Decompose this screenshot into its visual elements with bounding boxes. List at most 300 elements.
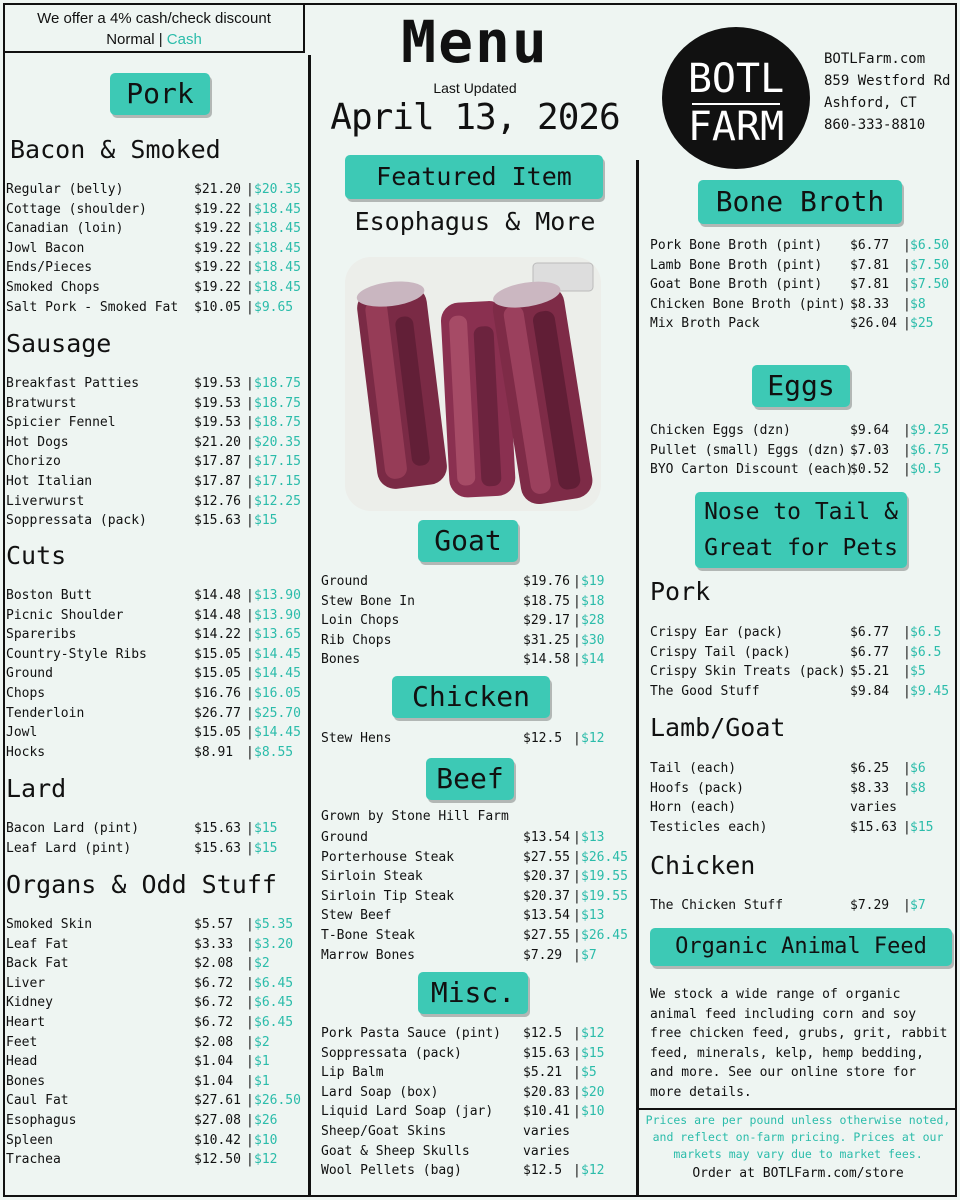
list-beef [321, 828, 635, 965]
price-separator: | [903, 257, 911, 273]
item-cash-price: $5.35 [254, 917, 294, 932]
item-cash-price: $7.50 [910, 277, 950, 293]
price-separator: | [246, 975, 254, 991]
price-separator: | [903, 238, 911, 253]
organic-feed-heading: Organic Animal Feed [650, 928, 952, 966]
item-name: Spareribs [6, 627, 77, 643]
menu-item-row [6, 200, 306, 220]
price-separator: | [573, 613, 581, 629]
item-normal-price: $6.72 [194, 995, 234, 1011]
item-normal-price: $12.5 [523, 1163, 563, 1179]
item-normal-price: $15.63 [523, 1045, 570, 1061]
menu-item-row [6, 413, 306, 433]
menu-item-row [321, 592, 635, 612]
price-separator: | [246, 513, 254, 529]
item-normal-price: $9.84 [850, 683, 890, 699]
item-name: Lamb Bone Broth (pint) [650, 257, 823, 273]
item-normal-price: $15.05 [194, 646, 241, 662]
item-cash-price: $9.65 [254, 299, 294, 315]
price-separator: | [573, 1163, 581, 1179]
menu-item-row [6, 239, 306, 259]
price-separator: | [246, 1034, 254, 1050]
menu-item-row [321, 650, 635, 670]
menu-item-row [6, 492, 306, 512]
item-name: Smoked Skin [6, 917, 93, 932]
item-normal-price: $7.03 [850, 442, 890, 458]
price-separator: | [246, 473, 254, 489]
last-updated-label: Last Updated [433, 80, 517, 96]
item-normal-price: $6.72 [194, 975, 234, 991]
menu-item-row [321, 631, 635, 651]
nose-to-tail-line-1: Nose to Tail & [704, 499, 898, 525]
menu-item-row [6, 1052, 306, 1072]
price-separator: | [246, 1132, 254, 1148]
menu-item-row [650, 295, 956, 315]
item-normal-price: $5.21 [523, 1065, 563, 1081]
menu-item-row [6, 819, 306, 839]
price-separator: | [246, 260, 254, 276]
item-cash-price: $13.90 [254, 607, 301, 623]
price-separator: | [573, 869, 581, 885]
item-cash-price: $15 [254, 513, 278, 529]
price-separator: | [246, 415, 254, 431]
item-cash-price: $26 [254, 1112, 278, 1128]
item-name: Chicken Bone Broth (pint) [650, 296, 846, 312]
item-normal-price: $12.76 [194, 493, 241, 509]
section-title-pet-pork: Pork [650, 577, 711, 606]
menu-item-row [6, 645, 306, 665]
item-normal-price: $12.50 [194, 1152, 241, 1168]
item-normal-price: $17.87 [194, 454, 241, 470]
address-line-1: 859 Westford Rd [824, 73, 951, 89]
list-bacon [6, 180, 306, 317]
price-separator: | [246, 1093, 254, 1109]
item-name: Goat & Sheep Skulls [321, 1143, 470, 1159]
item-name: Bacon Lard (pint) [6, 821, 140, 836]
price-separator: | [246, 395, 254, 411]
item-cash-price: $8 [910, 296, 926, 312]
discount-separator: | [154, 31, 167, 48]
item-name: T-Bone Steak [321, 927, 415, 943]
price-separator: | [903, 423, 911, 438]
nose-to-tail-heading [695, 492, 907, 568]
menu-item-row [321, 1122, 635, 1142]
item-name: Liver [6, 975, 46, 991]
menu-item-row [650, 623, 956, 643]
last-updated-date: April 13, 2026 [330, 97, 620, 138]
item-normal-price: $19.22 [194, 221, 241, 237]
item-name: Tenderloin [6, 705, 85, 721]
section-title-pet-lamb: Lamb/Goat [650, 713, 786, 742]
menu-item-row [6, 1131, 306, 1151]
item-normal-price: varies [523, 1143, 570, 1159]
menu-item-row [321, 1083, 635, 1103]
item-name: Chops [6, 685, 46, 701]
pricing-note: Prices are per pound unless otherwise noted, and reflect on-farm pricing. Prices at our markets may vary due to market fees. [645, 1113, 951, 1161]
item-name: Spleen [6, 1132, 53, 1148]
item-name: Pork Pasta Sauce (pint) [321, 1026, 502, 1041]
item-cash-price: $18.75 [254, 395, 301, 411]
price-separator: | [903, 442, 911, 458]
menu-item-row [650, 275, 956, 295]
menu-item-row [321, 1161, 635, 1181]
menu-item-row [321, 828, 635, 848]
organic-feed-description: We stock a wide range of organic animal feed including corn and soy free chicken feed, grubs, grit, rabbit feed, minerals, kelp, hemp bedding, and more. See our online store for more details. [650, 987, 948, 1100]
menu-item-row [6, 219, 306, 239]
menu-item-row [6, 1013, 306, 1033]
pricing-footer [640, 1112, 956, 1182]
menu-item-row [6, 954, 306, 974]
menu-item-row [6, 684, 306, 704]
price-separator: | [573, 1084, 581, 1100]
item-normal-price: $0.52 [850, 462, 890, 478]
bone-broth-heading: Bone Broth [698, 180, 902, 224]
item-name: Mix Broth Pack [650, 316, 760, 332]
list-bone-broth [650, 236, 956, 334]
item-cash-price: $18.75 [254, 376, 301, 391]
item-name: Leaf Fat [6, 936, 69, 952]
logo-text-top: BOTL [687, 56, 785, 102]
item-name: Stew Hens [321, 731, 392, 746]
item-cash-price: $15 [910, 819, 934, 835]
menu-item-row [650, 759, 956, 779]
item-cash-price: $13.90 [254, 588, 301, 603]
item-cash-price: $14.45 [254, 666, 301, 682]
item-name: Salt Pork - Smoked Fat [6, 299, 179, 315]
menu-item-row [650, 643, 956, 663]
menu-item-row [321, 867, 635, 887]
item-normal-price: $15.63 [194, 840, 241, 856]
price-separator: | [246, 1054, 254, 1070]
item-name: Testicles each) [650, 819, 768, 835]
price-separator: | [903, 462, 911, 478]
menu-item-row [650, 441, 956, 461]
list-pet-chicken [650, 896, 956, 916]
price-separator: | [903, 898, 911, 913]
item-normal-price: $19.22 [194, 240, 241, 256]
price-separator: | [246, 821, 254, 836]
price-separator: | [903, 683, 911, 699]
footer-divider [638, 1108, 957, 1110]
item-name: Crispy Ear (pack) [650, 625, 784, 640]
menu-item-row [6, 935, 306, 955]
order-online-link[interactable]: Order at BOTLFarm.com/store [692, 1166, 904, 1181]
item-normal-price: $7.81 [850, 277, 890, 293]
item-cash-price: $6.45 [254, 975, 294, 991]
menu-item-row [321, 946, 635, 966]
price-separator: | [246, 744, 254, 760]
item-normal-price: $5.21 [850, 664, 890, 680]
item-normal-price: $7.81 [850, 257, 890, 273]
item-name: Jowl Bacon [6, 240, 85, 256]
item-name: Tail (each) [650, 761, 737, 776]
item-name: Smoked Chops [6, 279, 100, 295]
price-separator: | [246, 299, 254, 315]
menu-item-row [321, 729, 635, 749]
item-normal-price: $10.05 [194, 299, 241, 315]
item-cash-price: $12 [254, 1152, 278, 1168]
list-eggs [650, 421, 956, 480]
price-separator: | [573, 908, 581, 924]
item-name: Sirloin Tip Steak [321, 888, 455, 904]
item-cash-price: $6.5 [910, 644, 942, 660]
section-title-cuts: Cuts [6, 541, 67, 570]
item-normal-price: $16.76 [194, 685, 241, 701]
item-cash-price: $18.45 [254, 240, 301, 256]
menu-item-row [650, 256, 956, 276]
price-separator: | [903, 644, 911, 660]
goat-heading: Goat [418, 520, 518, 562]
item-name: Soppressata (pack) [6, 513, 147, 529]
menu-item-row [6, 278, 306, 298]
menu-item-row [6, 472, 306, 492]
menu-item-row [321, 572, 635, 592]
item-cash-price: $13.65 [254, 627, 301, 643]
item-cash-price: $5 [581, 1065, 597, 1081]
menu-item-row [650, 314, 956, 334]
botl-farm-logo [662, 27, 810, 169]
item-cash-price: $18.45 [254, 201, 301, 217]
item-cash-price: $12.25 [254, 493, 301, 509]
item-cash-price: $6.5 [910, 625, 942, 640]
item-cash-price: $5 [910, 664, 926, 680]
website-link[interactable]: BOTLFarm.com [824, 51, 926, 67]
item-cash-price: $14.45 [254, 725, 301, 741]
item-name: Soppressata (pack) [321, 1045, 462, 1061]
price-separator: | [573, 1104, 581, 1120]
item-normal-price: $6.25 [850, 761, 890, 776]
item-normal-price: $6.72 [194, 1014, 234, 1030]
menu-item-row [6, 723, 306, 743]
nose-to-tail-line-2: Great for Pets [704, 535, 898, 561]
item-name: Wool Pellets (bag) [321, 1163, 462, 1179]
item-cash-price: $9.45 [910, 683, 950, 699]
item-cash-price: $10 [581, 1104, 605, 1120]
item-name: Sirloin Steak [321, 869, 423, 885]
menu-item-row [6, 993, 306, 1013]
beef-source-note: Grown by Stone Hill Farm [321, 809, 509, 824]
price-separator: | [573, 1045, 581, 1061]
item-cash-price: $10 [254, 1132, 278, 1148]
menu-item-row [650, 236, 956, 256]
price-separator: | [246, 1014, 254, 1030]
item-cash-price: $26.50 [254, 1093, 301, 1109]
item-name: Bratwurst [6, 395, 77, 411]
list-misc [321, 1024, 635, 1181]
item-cash-price: $20 [581, 1084, 605, 1100]
item-name: Spicier Fennel [6, 415, 116, 431]
item-name: Goat Bone Broth (pint) [650, 277, 823, 293]
item-name: Cottage (shoulder) [6, 201, 147, 217]
item-normal-price: $19.53 [194, 395, 241, 411]
item-name: Stew Bone In [321, 593, 415, 609]
price-separator: | [246, 666, 254, 682]
price-separator: | [903, 819, 911, 835]
item-normal-price: $6.77 [850, 625, 890, 640]
list-pet-lamb [650, 759, 956, 837]
menu-item-row [321, 1102, 635, 1122]
item-normal-price: $19.53 [194, 415, 241, 431]
item-cash-price: $12 [581, 731, 605, 746]
price-separator: | [246, 493, 254, 509]
item-name: Hoofs (pack) [650, 780, 744, 796]
item-normal-price: $15.63 [194, 513, 241, 529]
price-separator: | [246, 1073, 254, 1089]
item-cash-price: $1 [254, 1073, 270, 1089]
item-normal-price: $1.04 [194, 1073, 234, 1089]
item-name: Ends/Pieces [6, 260, 93, 276]
discount-text: We offer a 4% cash/check discount [37, 10, 271, 27]
item-cash-price: $18 [581, 593, 605, 609]
menu-item-row [6, 1072, 306, 1092]
price-separator: | [903, 625, 911, 640]
menu-item-row [6, 743, 306, 763]
item-normal-price: $14.48 [194, 588, 241, 603]
item-normal-price: $26.77 [194, 705, 241, 721]
item-cash-price: $19.55 [581, 888, 628, 904]
item-name: Stew Beef [321, 908, 392, 924]
price-separator: | [246, 1112, 254, 1128]
item-normal-price: $19.22 [194, 260, 241, 276]
price-separator: | [246, 627, 254, 643]
item-name: Ground [321, 830, 368, 845]
menu-item-row [6, 298, 306, 318]
item-normal-price: $14.48 [194, 607, 241, 623]
item-cash-price: $13 [581, 830, 605, 845]
item-name: Liquid Lard Soap (jar) [321, 1104, 494, 1120]
price-separator: | [246, 182, 254, 197]
item-name: Hocks [6, 744, 46, 760]
list-pet-pork [650, 623, 956, 701]
item-name: Jowl [6, 725, 38, 741]
price-separator: | [903, 664, 911, 680]
item-normal-price: $3.33 [194, 936, 234, 952]
item-cash-price: $12 [581, 1163, 605, 1179]
price-separator: | [246, 454, 254, 470]
menu-item-row [6, 586, 306, 606]
item-normal-price: $12.5 [523, 731, 563, 746]
item-normal-price: $15.05 [194, 666, 241, 682]
item-normal-price: $29.17 [523, 613, 570, 629]
esophagus-package-image [345, 257, 601, 511]
section-title-sausage: Sausage [6, 329, 112, 358]
item-name: Trachea [6, 1152, 61, 1168]
list-cuts [6, 586, 306, 762]
price-separator: | [573, 849, 581, 865]
item-name: Pullet (small) Eggs (dzn) [650, 442, 846, 458]
item-cash-price: $13 [581, 908, 605, 924]
menu-item-row [6, 1091, 306, 1111]
beef-heading: Beef [426, 758, 514, 800]
item-normal-price: varies [523, 1123, 570, 1139]
item-name: Crispy Tail (pack) [650, 644, 791, 660]
item-name: Canadian (loin) [6, 221, 124, 237]
item-normal-price: $20.37 [523, 888, 570, 904]
price-separator: | [573, 830, 581, 845]
menu-item-row [650, 798, 956, 818]
discount-toggle [5, 29, 303, 50]
item-cash-price: $2 [254, 1034, 270, 1050]
item-normal-price: varies [850, 800, 897, 816]
item-cash-price: $19 [581, 574, 605, 589]
menu-item-row [6, 606, 306, 626]
price-separator: | [903, 316, 911, 332]
item-name: Back Fat [6, 956, 69, 972]
eggs-heading: Eggs [752, 365, 850, 407]
menu-item-row [6, 258, 306, 278]
section-title-bacon: Bacon & Smoked [10, 135, 221, 164]
menu-title: Menu [401, 8, 549, 76]
item-normal-price: $27.55 [523, 927, 570, 943]
contact-info [824, 48, 950, 136]
item-cash-price: $7 [910, 898, 926, 913]
list-goat [321, 572, 635, 670]
item-cash-price: $16.05 [254, 685, 301, 701]
item-normal-price: $10.42 [194, 1132, 241, 1148]
menu-item-row [6, 664, 306, 684]
item-name: Chicken Eggs (dzn) [650, 423, 791, 438]
item-cash-price: $25 [910, 316, 934, 332]
item-name: Picnic Shoulder [6, 607, 124, 623]
item-normal-price: $14.22 [194, 627, 241, 643]
price-separator: | [903, 296, 911, 312]
item-name: Breakfast Patties [6, 376, 140, 391]
item-normal-price: $14.58 [523, 652, 570, 668]
pork-heading: Pork [110, 73, 210, 115]
menu-item-row [6, 839, 306, 859]
price-separator: | [246, 705, 254, 721]
item-cash-price: $7 [581, 947, 597, 963]
price-separator: | [573, 1026, 581, 1041]
phone-number: 860-333-8810 [824, 117, 926, 133]
menu-item-row [6, 915, 306, 935]
item-cash-price: $7.50 [910, 257, 950, 273]
menu-item-row [6, 1150, 306, 1170]
price-separator: | [573, 927, 581, 943]
menu-item-row [650, 662, 956, 682]
item-name: Rib Chops [321, 632, 392, 648]
item-name: Leaf Lard (pint) [6, 840, 132, 856]
item-normal-price: $8.91 [194, 744, 234, 760]
item-cash-price: $6.45 [254, 995, 294, 1011]
price-separator: | [246, 956, 254, 972]
item-cash-price: $17.15 [254, 473, 301, 489]
item-normal-price: $15.63 [850, 819, 897, 835]
item-normal-price: $19.76 [523, 574, 570, 589]
menu-item-row [321, 906, 635, 926]
price-separator: | [246, 434, 254, 450]
item-name: Ground [6, 666, 53, 682]
logo-text-bottom: FARM [687, 104, 785, 150]
menu-item-row [6, 374, 306, 394]
item-cash-price: $1 [254, 1054, 270, 1070]
item-cash-price: $25.70 [254, 705, 301, 721]
menu-item-row [650, 818, 956, 838]
price-separator: | [246, 607, 254, 623]
item-name: Caul Fat [6, 1093, 69, 1109]
column-divider-right [636, 160, 639, 1197]
item-cash-price: $30 [581, 632, 605, 648]
item-name: Esophagus [6, 1112, 77, 1128]
item-name: Bones [321, 652, 361, 668]
item-normal-price: $18.75 [523, 593, 570, 609]
price-separator: | [246, 240, 254, 256]
item-cash-price: $17.15 [254, 454, 301, 470]
item-normal-price: $15.05 [194, 725, 241, 741]
item-name: Lip Balm [321, 1065, 384, 1081]
price-separator: | [246, 279, 254, 295]
item-normal-price: $15.63 [194, 821, 241, 836]
